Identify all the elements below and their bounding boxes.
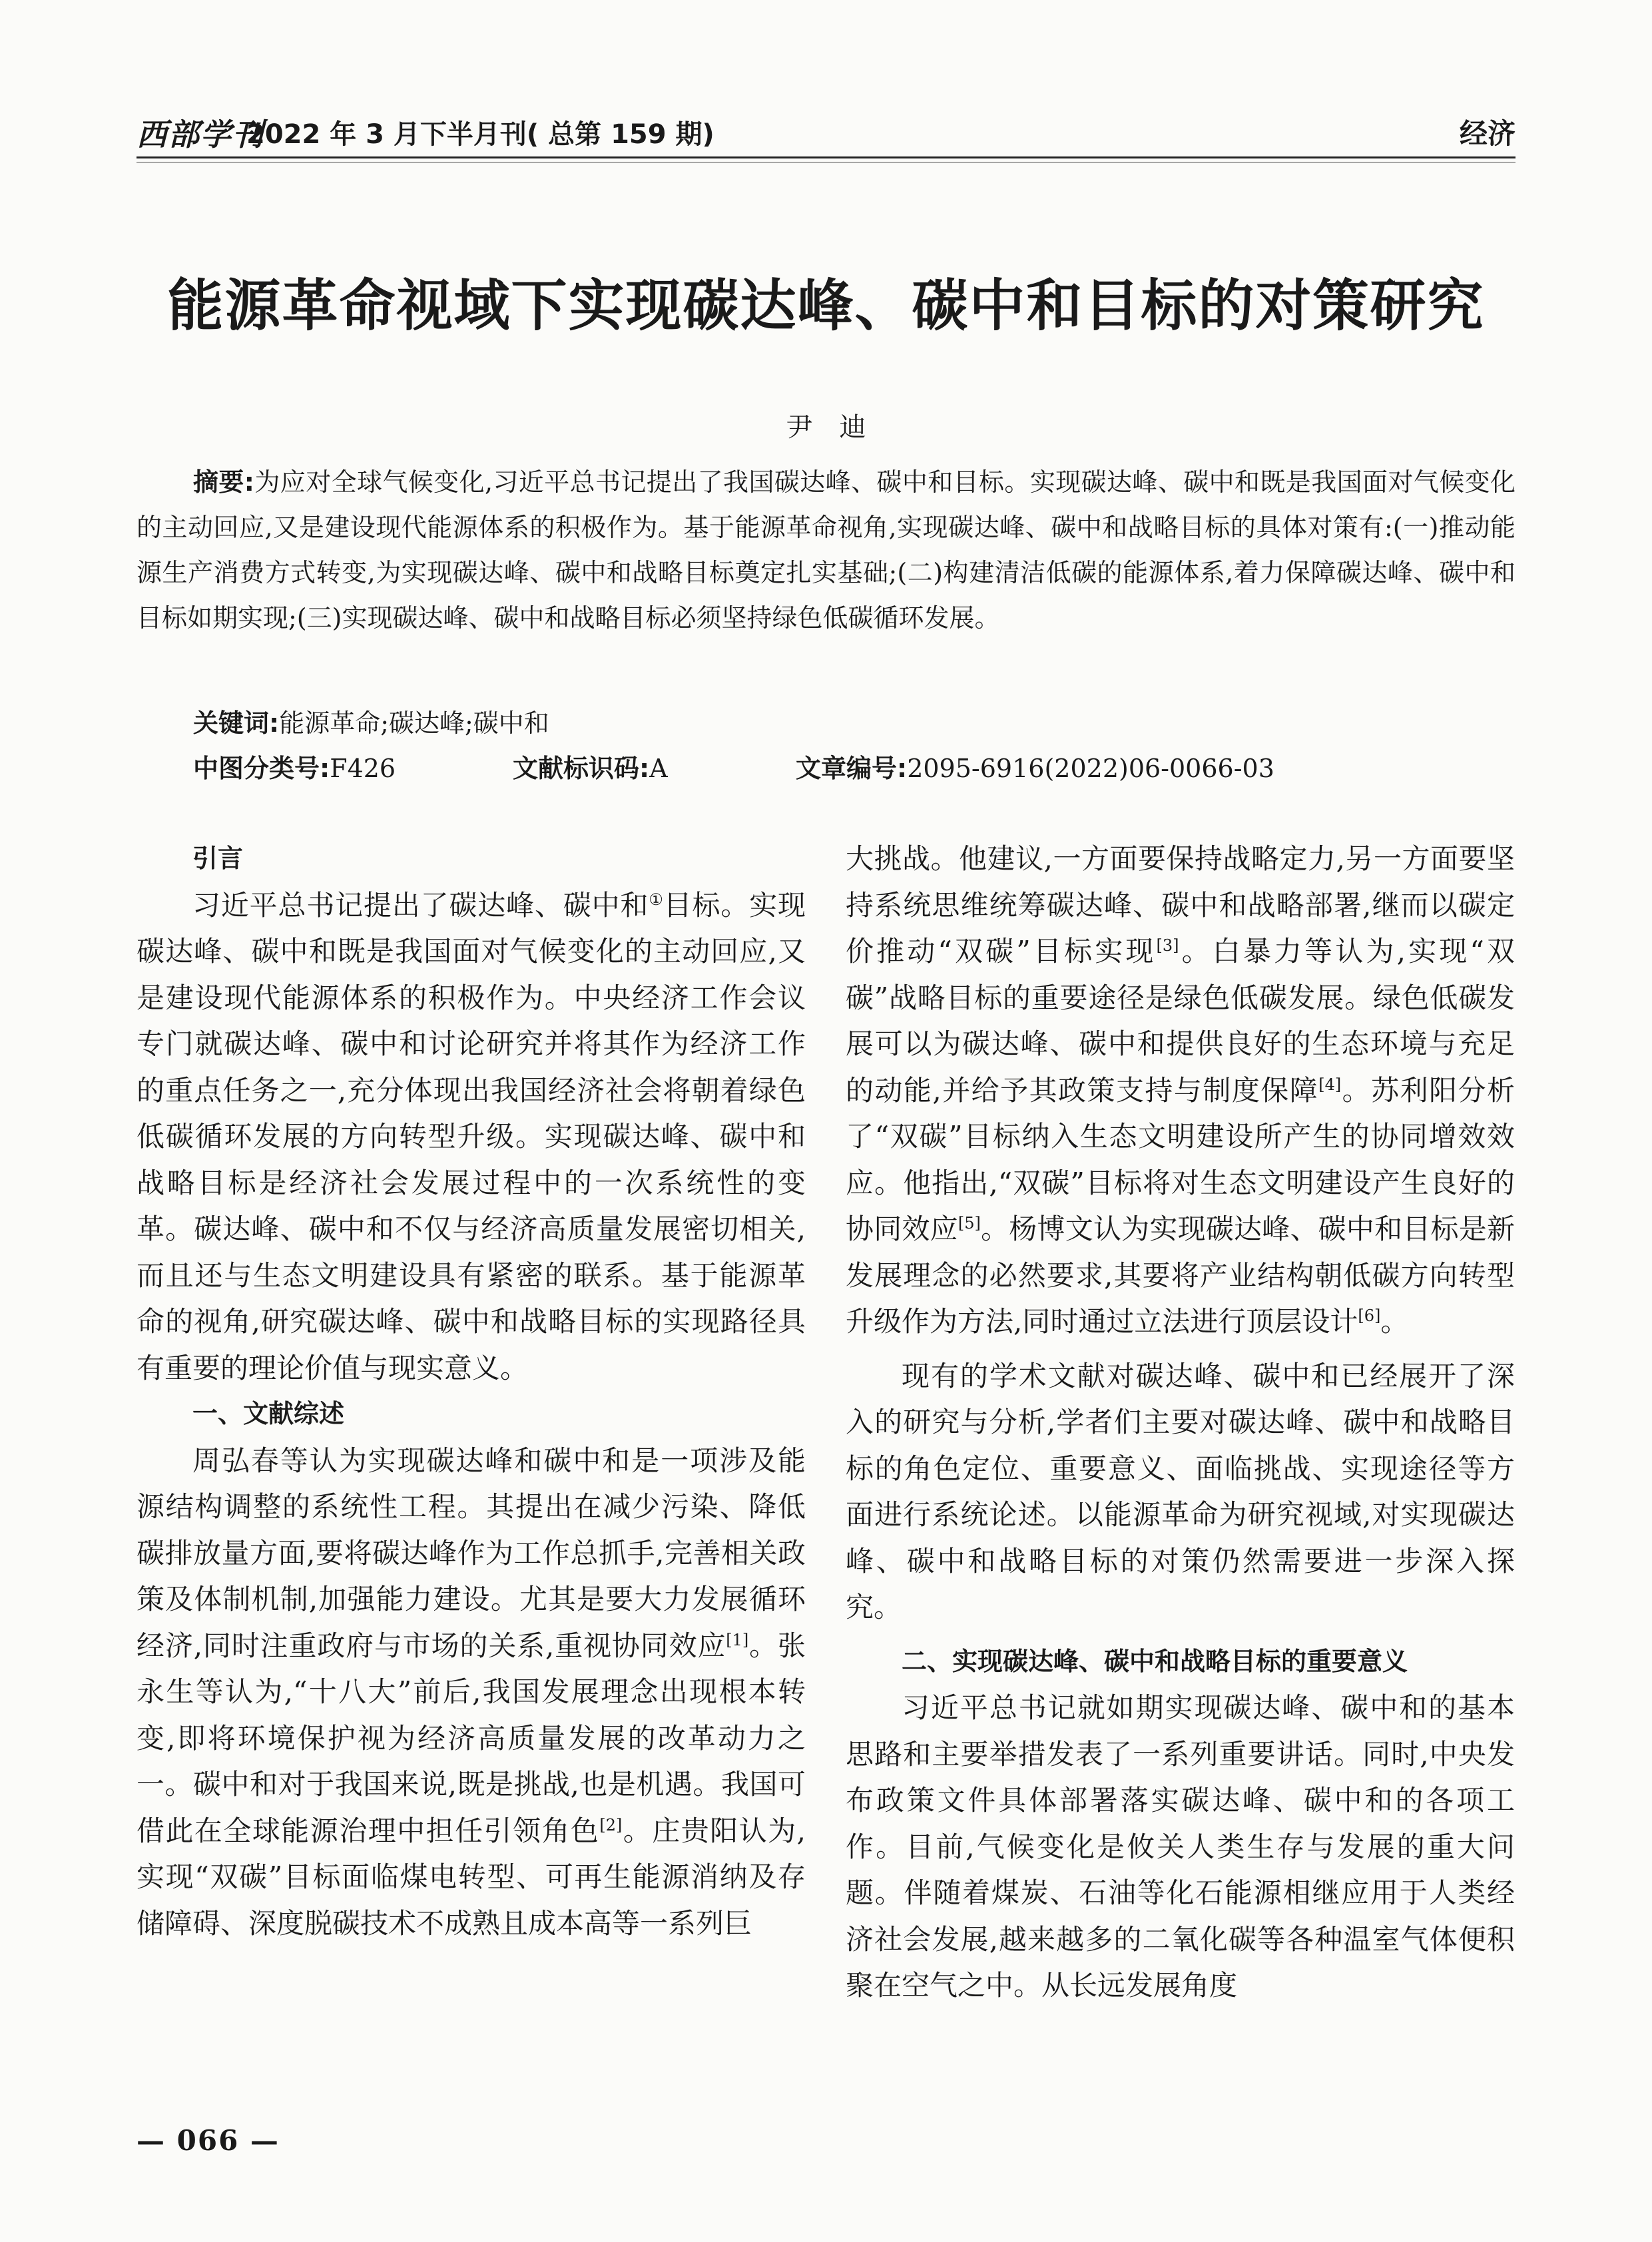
citation-5: [5]: [958, 1214, 981, 1233]
clc-number: [193, 748, 396, 784]
journal-logo: 西部学刊: [137, 117, 264, 152]
keywords: [193, 702, 549, 739]
section1-text-e: 。苏利阳分析了“双碳”目标纳入生态文明建设所产生的协同增效效应。他指出,“双碳”目标将对生态文明建设产生良好的协同效应: [846, 1073, 1515, 1245]
section1-paragraph-2: 现有的学术文献对碳达峰、碳中和已经展开了深入的研究与分析,学者们主要对碳达峰、碳中和战略目标的角色定位、重要意义、面临挑战、实现途径等方面进行系统论述。以能源革命为研究视域,对实现碳达峰、碳中和战略目标的对策仍然需要进一步深入探究。: [846, 1359, 1515, 1623]
abstract: [137, 459, 1515, 641]
article-title: 能源革命视域下实现碳达峰、碳中和目标的对策研究: [167, 273, 1485, 338]
citation-4: [4]: [1318, 1075, 1342, 1094]
author: 尹迪: [786, 412, 893, 443]
article-label: 文章编号:: [796, 754, 908, 783]
keywords-label: 关键词:: [193, 708, 280, 738]
clc-value: F426: [330, 754, 396, 783]
citation-6: [6]: [1358, 1306, 1381, 1325]
intro-heading: 引言: [192, 844, 244, 873]
section1-text-b: 。张永生等认为,“十八大”前后,我国发展理念出现根本转变,即将环境保护视为经济高质量发展的改革动力之一。碳中和对于我国来说,既是挑战,也是机遇。我国可借此在全球能源治理中担任引领角色: [137, 1629, 806, 1847]
journal-issue: 2022 年 3 月下半月刊( 总第 159 期): [246, 119, 714, 150]
section1-text-c: 。庄贵阳认为,实现“双碳”目标面临煤电转型、可再生能源消纳及存储障碍、深度脱碳技术不成熟且成本高等一系列巨: [137, 1814, 806, 1940]
article-value: 2095-6916(2022)06-0066-03: [907, 754, 1274, 783]
section1-text-f: 。杨博文认为实现碳达峰、碳中和目标是新发展理念的必然要求,其要将产业结构朝低碳方向转型升级作为方法,同时通过立法进行顶层设计: [846, 1213, 1515, 1338]
body-column-right: [846, 836, 1515, 2009]
intro-paragraph: [137, 882, 806, 1392]
page-number: — 066 —: [137, 2124, 280, 2157]
body-column-left: [137, 836, 806, 1946]
section2-paragraph: 习近平总书记就如期实现碳达峰、碳中和的基本思路和主要举措发表了一系列重要讲话。同时,中央发布政策文件具体部署落实碳达峰、碳中和的各项工作。目前,气候变化是攸关人类生存与发展的重大问题。伴随着煤炭、石油等化石能源相继应用于人类经济社会发展,越来越多的二氧化碳等各种温室气体便积聚在空气之中。从长远发展角度: [846, 1691, 1515, 2002]
citation-1: [1]: [726, 1630, 749, 1649]
abstract-text: 为应对全球气候变化,习近平总书记提出了我国碳达峰、碳中和目标。实现碳达峰、碳中和既是我国面对气候变化的主动回应,又是建设现代能源体系的积极作为。基于能源革命视角,实现碳达峰、碳中和战略目标的具体对策有:(一)推动能源生产消费方式转变,为实现碳达峰、碳中和战略目标奠定扎实基础;(二)构建清洁低碳的能源体系,着力保障碳达峰、碳中和目标如期实现;(三)实现碳达峰、碳中和战略目标必须坚持绿色低碳循环发展。: [137, 467, 1515, 633]
keywords-text: 能源革命;碳达峰;碳中和: [279, 708, 549, 738]
citation-3: [3]: [1156, 936, 1179, 955]
doc-value: A: [649, 754, 668, 783]
section1-heading: 一、文献综述: [192, 1399, 345, 1428]
intro-text: 习近平总书记提出了碳达峰、碳中和: [192, 888, 649, 922]
section1-paragraph-cont: [846, 836, 1515, 1345]
citation-2: [2]: [599, 1815, 623, 1834]
abstract-label: 摘要:: [193, 467, 254, 497]
header-rule: [137, 156, 1515, 158]
clc-label: 中图分类号:: [193, 754, 330, 783]
section1-text-d: 。白暴力等认为,实现“双碳”战略目标的重要途径是绿色低碳发展。绿色低碳发展可以为碳达峰、碳中和提供良好的生态环境与充足的动能,并给予其政策支持与制度保障: [846, 935, 1515, 1107]
section-tag: 经济: [1459, 117, 1515, 150]
section2-heading: 二、实现碳达峰、碳中和战略目标的重要意义: [902, 1646, 1408, 1676]
footnote-mark: ①: [649, 890, 664, 909]
doc-code: [513, 748, 668, 784]
section1-text-a: 周弘春等认为实现碳达峰和碳中和是一项涉及能源结构调整的系统性工程。其提出在减少污染、降低碳排放量方面,要将碳达峰作为工作总抓手,完善相关政策及体制机制,加强能力建设。尤其是要大力发展循环经济,同时注重政府与市场的关系,重视协同效应: [137, 1444, 806, 1662]
section1-text-c-cont: 大挑战。他建议,一方面要保持战略定力,另一方面要坚持系统思维统筹碳达峰、碳中和战略部署,继而以碳定价推动“双碳”目标实现: [846, 842, 1515, 968]
section1-paragraph: [137, 1438, 806, 1947]
section1-text-g: 。: [1380, 1305, 1409, 1338]
article-number: [796, 748, 1274, 784]
intro-text-rest: 目标。实现碳达峰、碳中和既是我国面对气候变化的主动回应,又是建设现代能源体系的积极作为。中央经济工作会议专门就碳达峰、碳中和讨论研究并将其作为经济工作的重点任务之一,充分体现出我国经济社会将朝着绿色低碳循环发展的方向转型升级。实现碳达峰、碳中和战略目标是经济社会发展过程中的一次系统性的变革。碳达峰、碳中和不仅与经济高质量发展密切相关,而且还与生态文明建设具有紧密的联系。基于能源革命的视角,研究碳达峰、碳中和战略目标的实现路径具有重要的理论价值与现实意义。: [137, 888, 806, 1384]
doc-label: 文献标识码:: [513, 754, 650, 783]
